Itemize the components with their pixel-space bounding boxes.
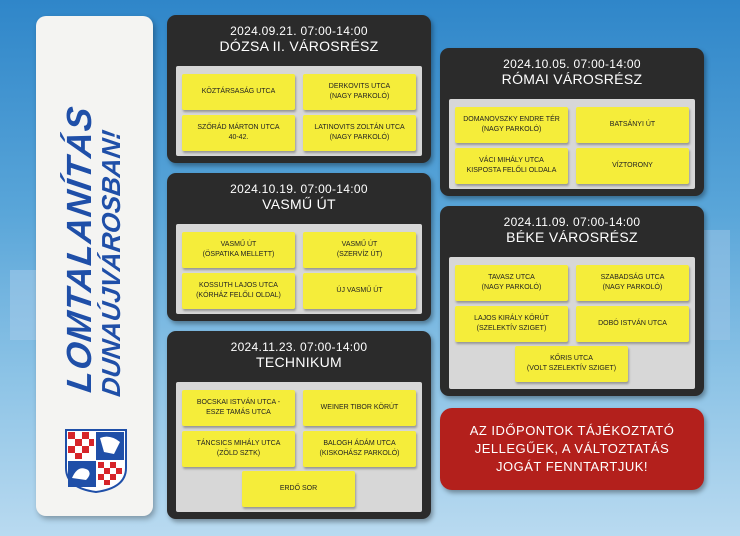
street-tag: BALOGH ÁDÁM UTCA (KISKOHÁSZ PARKOLÓ) [303,431,416,467]
card-district: BÉKE VÁROSRÉSZ [506,229,638,245]
street-tag: VÍZTORONY [576,148,689,184]
city-crest-icon [64,428,128,494]
street-tag: WEINER TIBOR KÖRÚT [303,390,416,426]
card-date: 2024.11.23. 07:00-14:00 [230,340,368,354]
street-tag: TAVASZ UTCA (NAGY PARKOLÓ) [455,265,568,301]
schedule-card-vasmu [167,173,431,321]
street-tag: LATINOVITS ZOLTÁN UTCA (NAGY PARKOLÓ) [303,115,416,151]
card-date: 2024.11.09. 07:00-14:00 [503,215,641,229]
street-tag: DOMANOVSZKY ENDRE TÉR (NAGY PARKOLÓ) [455,107,568,143]
street-tag: TÁNCSICS MIHÁLY UTCA (ZÖLD SZTK) [182,431,295,467]
street-tag: BATSÁNYI ÚT [576,107,689,143]
card-district: VASMŰ ÚT [262,196,336,212]
street-tag: SZABADSÁG UTCA (NAGY PARKOLÓ) [576,265,689,301]
card-district: TECHNIKUM [256,354,342,370]
street-tag: ÚJ VASMŰ ÚT [303,273,416,309]
street-tag: VASMŰ ÚT (SZERVÍZ ÚT) [303,232,416,268]
street-tag: KŐRIS UTCA (VOLT SZELEKTÍV SZIGET) [515,346,628,382]
card-body [176,224,422,314]
card-date: 2024.10.19. 07:00-14:00 [230,182,368,196]
street-tag: VASMŰ ÚT (ÖSPATIKA MELLETT) [182,232,295,268]
card-date: 2024.10.05. 07:00-14:00 [503,57,641,71]
title-line-1: LOMTALANÍTÁS [60,103,99,395]
schedule-card-romai [440,48,704,196]
street-tag: DOBÓ ISTVÁN UTCA [576,306,689,342]
card-body [449,257,695,389]
card-date: 2024.09.21. 07:00-14:00 [230,24,368,38]
card-district: RÓMAI VÁROSRÉSZ [501,71,643,87]
card-body [176,382,422,512]
title-line-2: DUNAÚJVÁROSBAN! [96,128,126,399]
street-tag: KOSSUTH LAJOS UTCA (KÓRHÁZ FELŐLI OLDAL) [182,273,295,309]
schedule-card-dozsa [167,15,431,163]
card-body [449,99,695,189]
street-tag: DERKOVITS UTCA (NAGY PARKOLÓ) [303,74,416,110]
schedule-card-beke [440,206,704,396]
page-title [60,103,126,399]
street-tag: LAJOS KIRÁLY KÖRÚT (SZELEKTÍV SZIGET) [455,306,568,342]
card-body [176,66,422,156]
street-tag: BOCSKAI ISTVÁN UTCA - ESZE TAMÁS UTCA [182,390,295,426]
street-tag: SZŐRÁD MÁRTON UTCA 40-42. [182,115,295,151]
title-area [36,16,153,436]
street-tag: ERDŐ SOR [242,471,355,507]
street-tag: VÁCI MIHÁLY UTCA KISPOSTA FELŐLI OLDALA [455,148,568,184]
sidebar-panel [36,16,153,516]
disclaimer-notice: AZ IDŐPONTOK TÁJÉKOZTATÓ JELLEGŰEK, A VÁLTOZTATÁS JOGÁT FENNTARTJUK! [440,408,704,490]
street-tag: KÖZTÁRSASÁG UTCA [182,74,295,110]
card-district: DÓZSA II. VÁROSRÉSZ [219,38,379,54]
schedule-card-technikum [167,331,431,519]
